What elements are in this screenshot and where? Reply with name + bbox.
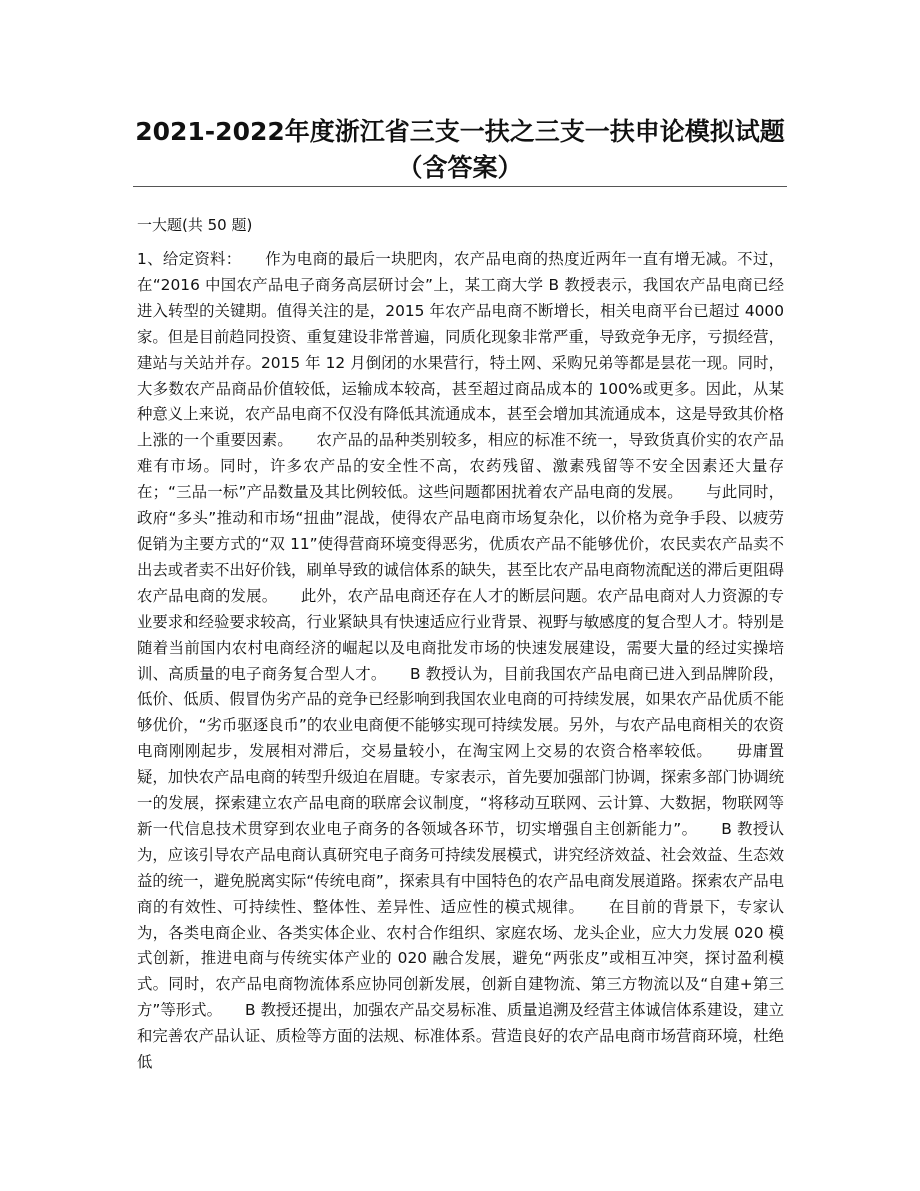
question-1-text: 1、给定资料： 作为电商的最后一块肥肉，农产品电商的热度近两年一直有增无减。不过，在“2016 中国农产品电子商务高层研讨会”上，某工商大学 B 教授表示，我国农产品电商已经进入转型的关键期。值得关注的是，2015 年农产品电商不断增长，相关电商平台已超过 4000 家。但是目前趋同投资、重复建设非常普遍，同质化现象非常严重，导致竞争无序，亏损经营，建站与关站并存。2015 年 12 月倒闭的水果营行，特土网、采购兄弟等都是昙花一现。同时，大多数农产品商品价值较低，运输成本较高，甚至超过商品成本的 100%或更多。因此，从某种意义上来说，农产品电商不仅没有降低其流通成本，甚至会增加其流通成本，这是导致其价格上涨的一个重要因素。 农产品的品种类别较多，相应的标准不统一，导致货真价实的农产品难有市场。同时，许多农产品的安全性不高，农药残留、激素残留等不安全因素还大量存在；“三品一标”产品数量及其比例较低。这些问题都困扰着农产品电商的发展。 与此同时，政府“多头”推动和市场“扭曲”混战，使得农产品电商市场复杂化，以价格为竞争手段、以疲劳促销为主要方式的“双 11”使得营商环境变得恶劣，优质农产品不能够优价，农民卖农产品卖不出去或者卖不出好价钱，刷单导致的诚信体系的缺失，甚至比农产品电商物流配送的滞后更阻碍农产品电商的发展。 此外，农产品电商还存在人才的断层问题。农产品电商对人力资源的专业要求和经验要求较高，行业紧缺具有快速适应行业背景、视野与敏感度的复合型人才。特别是随着当前国内农村电商经济的崛起以及电商批发市场的快速发展建设，需要大量的经过实操培训、高质量的电子商务复合型人才。 B 教授认为，目前我国农产品电商已进入到品牌阶段，低价、低质、假冒伪劣产品的竞争已经影响到我国农业电商的可持续发展，如果农产品优质不能够优价，“劣币驱逐良币”的农业电商便不能够实现可持续发展。另外，与农产品电商相关的农资电商刚刚起步，发展相对滞后，交易量较小，在淘宝网上交易的农资合格率较低。 毋庸置疑，加快农产品电商的转型升级迫在眉睫。专家表示，首先要加强部门协调，探索多部门协调统一的发展，探索建立农产品电商的联席会议制度，“将移动互联网、云计算、大数据，物联网等新一代信息技术贯穿到农业电子商务的各领域各环节，切实增强自主创新能力”。 B 教授认为，应该引导农产品电商认真研究电子商务可持续发展模式，讲究经济效益、社会效益、生态效益的统一，避免脱离实际“传统电商”，探索具有中国特色的农产品电商发展道路。探索农产品电商的有效性、可持续性、整体性、差异性、适应性的模式规律。 在目前的背景下，专家认为，各类电商企业、各类实体企业、农村合作组织、家庭农场、龙头企业，应大力发展 020 模式创新，推进电商与传统实体产业的 020 融合发展，避免“两张皮”或相互冲突，探讨盈利模式。同时，农产品电商物流体系应协同创新发展，创新自建物流、第三方物流以及“自建+第三方”等形式。 B 教授还提出，加强农产品交易标准、质量追溯及经营主体诚信体系建设，建立和完善农产品认证、质检等方面的法规、标准体系。营造良好的农产品电商市场营商环境，杜绝低 [137, 250, 784, 1072]
document-title: 2021-2022年度浙江省三支一扶之三支一扶申论模拟试题（含答案） [135, 117, 785, 182]
title-divider [133, 186, 787, 187]
section-heading: 一大题(共 50 题) [137, 216, 253, 234]
